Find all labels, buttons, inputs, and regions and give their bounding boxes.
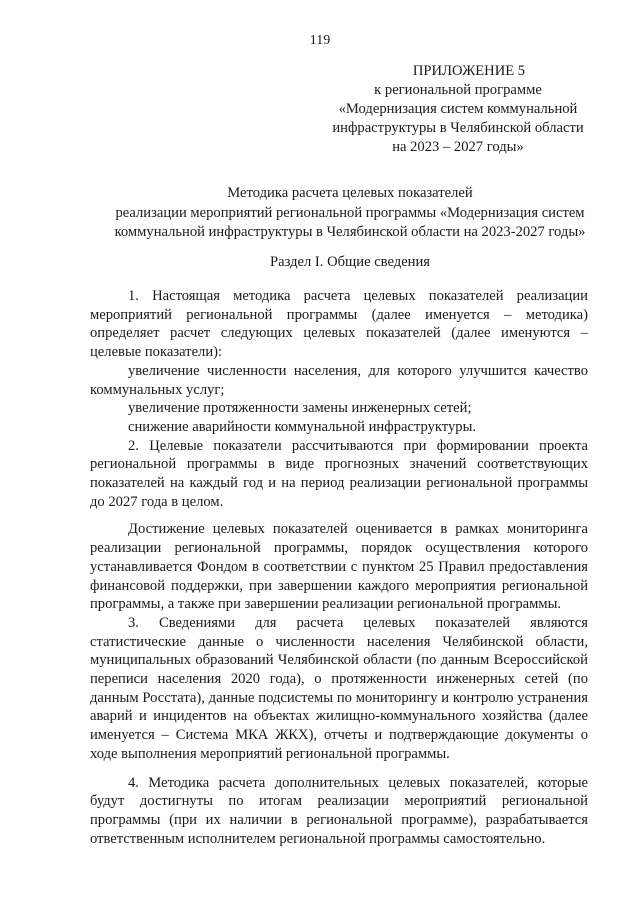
paragraph-2: увеличение численности населения, для которого улучшится качество коммунальных услуг; bbox=[90, 362, 588, 398]
section-heading: Раздел I. Общие сведения bbox=[269, 254, 431, 270]
document-title bbox=[80, 184, 620, 243]
document-title-line-2: реализации мероприятий региональной программы «Модернизация систем bbox=[115, 204, 585, 221]
document-title-line-1: Методика расчета целевых показателей bbox=[227, 185, 473, 201]
document-title-line-3: коммунальной инфраструктуры в Челябинской области на 2023-2027 годы» bbox=[114, 224, 586, 240]
appendix-line-2: «Модернизация систем коммунальной bbox=[338, 101, 578, 117]
appendix-header bbox=[318, 62, 598, 157]
appendix-title: ПРИЛОЖЕНИЕ 5 bbox=[412, 63, 526, 79]
appendix-line-4: на 2023 – 2027 годы» bbox=[392, 139, 524, 155]
paragraph-3: увеличение протяженности замены инженерных сетей; bbox=[128, 400, 472, 417]
page-number: 119 bbox=[309, 33, 331, 48]
appendix-line-1: к региональной программе bbox=[374, 82, 542, 98]
paragraph-4: снижение аварийности коммунальной инфраструктуры. bbox=[128, 418, 477, 435]
paragraph-1: 1. Настоящая методика расчета целевых показателей реализации мероприятий региональной программы (далее именуется – методика) определяет расчет следующих целевых показателей (далее именуются – целевые показатели): bbox=[90, 288, 588, 361]
appendix-line-3: инфраструктуры в Челябинской области bbox=[332, 120, 584, 136]
paragraph-7: 3. Сведениями для расчета целевых показателей являются статистические данные о численности населения Челябинской области, муниципальных образований Челябинской области (по данным Всероссийской переписи населения 2020 года), о протяженности инженерных сетей (по данным Росстата), данные подсистемы по мониторингу и контролю устранения аварий и инцидентов на объектах жилищно-коммунального хозяйства (далее именуется – Система МКА ЖКХ), отчеты и подтверждающие документы о ходе выполнения мероприятий региональной программы. bbox=[90, 614, 588, 762]
paragraph-8: 4. Методика расчета дополнительных целевых показателей, которые будут достигнуты по итогам реализации мероприятий региональной программы (при их наличии в региональной программе), разрабатывается ответственным исполнителем региональной программы самостоятельно. bbox=[90, 774, 588, 847]
paragraph-6: Достижение целевых показателей оценивается в рамках мониторинга реализации региональной программы, порядок осуществления которого устанавливается Фондом в соответствии с пунктом 25 Правил предоставления финансовой поддержки, при завершении каждого мероприятия региональной программы, а также при завершении реализации региональной программы. bbox=[90, 521, 588, 613]
paragraph-5: 2. Целевые показатели рассчитываются при формировании проекта региональной программы в виде прогнозных значений соответствующих показателей на каждый год и на период реализации региональной программы до 2027 года в целом. bbox=[90, 437, 588, 510]
body-text bbox=[90, 287, 588, 848]
